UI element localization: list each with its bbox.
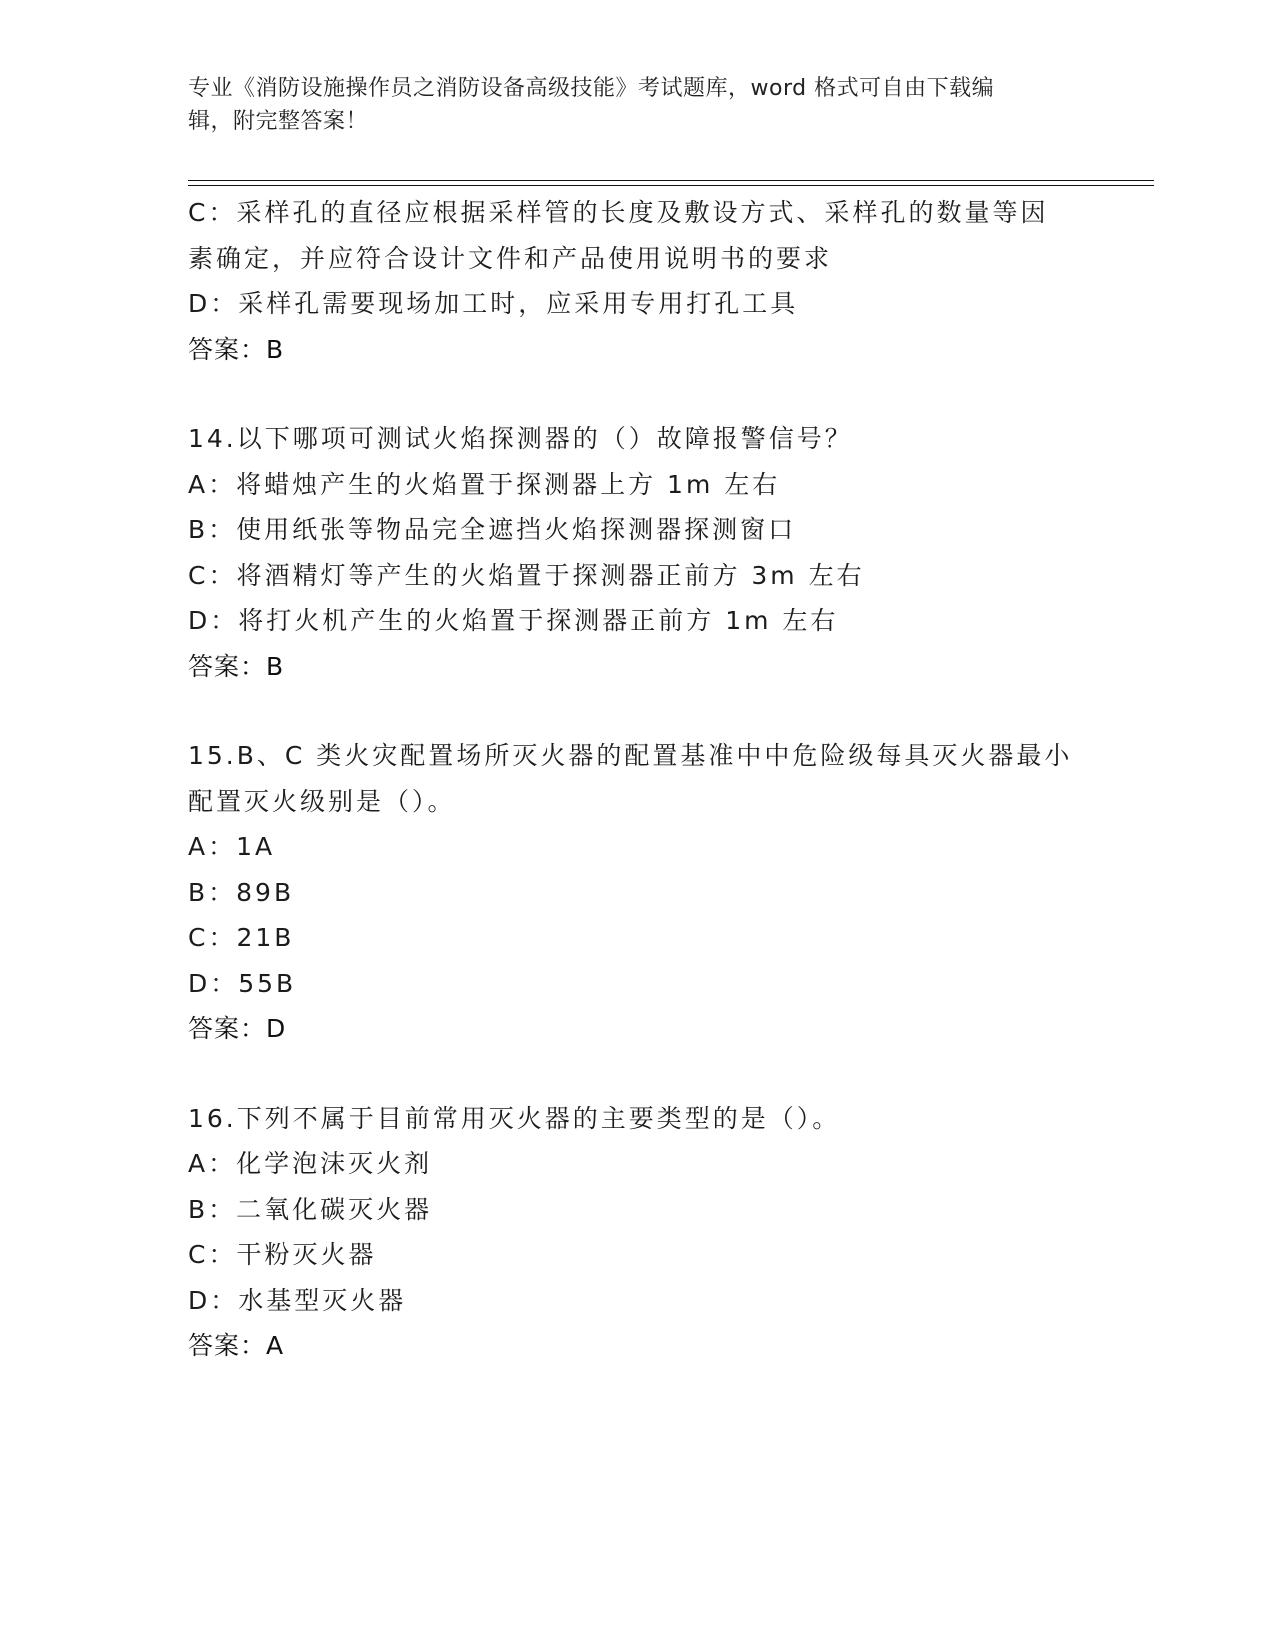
option-d: D：55B: [188, 968, 297, 998]
option-c: C：21B: [188, 923, 295, 952]
answer-line: 答案：D: [188, 1014, 287, 1043]
option-b: B：使用纸张等物品完全遮挡火焰探测器探测窗口: [188, 515, 797, 544]
option-c: C：将酒精灯等产生的火焰置于探测器正前方 3m 左右: [188, 560, 865, 590]
answer-line: 答案：B: [188, 334, 285, 364]
question-15: [188, 733, 1088, 1052]
header-line-2: 辑，附完整答案！: [188, 109, 369, 134]
option-line: 素确定，并应符合设计文件和产品使用说明书的要求: [188, 243, 833, 273]
option-b: B：89B: [188, 877, 295, 907]
option-d: D：将打火机产生的火焰置于探测器正前方 1m 左右: [188, 606, 839, 635]
question-16: [188, 1096, 1088, 1369]
header-divider-bottom: [188, 185, 1154, 186]
option-c: C：干粉灭火器: [188, 1240, 377, 1269]
answer-line: 答案：B: [188, 651, 285, 681]
option-a: A：1A: [188, 832, 276, 861]
option-b: B：二氧化碳灭火器: [188, 1194, 433, 1224]
header-line-1: 专业《消防设施操作员之消防设备高级技能》考试题库，word 格式可自由下载编: [188, 76, 995, 101]
previous-question-tail: [188, 190, 1088, 372]
question-stem-continued: 配置灭火级别是（）。: [188, 786, 456, 816]
header-divider-top: [188, 180, 1154, 181]
question-stem: 14.以下哪项可测试火焰探测器的（）故障报警信号？: [188, 424, 853, 453]
answer-line: 答案：A: [188, 1331, 285, 1360]
question-14: [188, 416, 1088, 689]
question-content: [188, 190, 1088, 1369]
option-line: D：采样孔需要现场加工时，应采用专用打孔工具: [188, 289, 799, 318]
option-a: A：化学泡沫灭火剂: [188, 1149, 433, 1178]
question-stem: 15.B、C 类火灾配置场所灭火器的配置基准中中危险级每具灭火器最小: [188, 741, 1073, 770]
option-d: D：水基型灭火器: [188, 1285, 407, 1315]
option-line: C：采样孔的直径应根据采样管的长度及敷设方式、采样孔的数量等因: [188, 198, 1049, 227]
question-stem: 16.下列不属于目前常用灭火器的主要类型的是（）。: [188, 1103, 841, 1133]
option-a: A：将蜡烛产生的火焰置于探测器上方 1m 左右: [188, 469, 781, 499]
document-header: [188, 72, 1068, 138]
